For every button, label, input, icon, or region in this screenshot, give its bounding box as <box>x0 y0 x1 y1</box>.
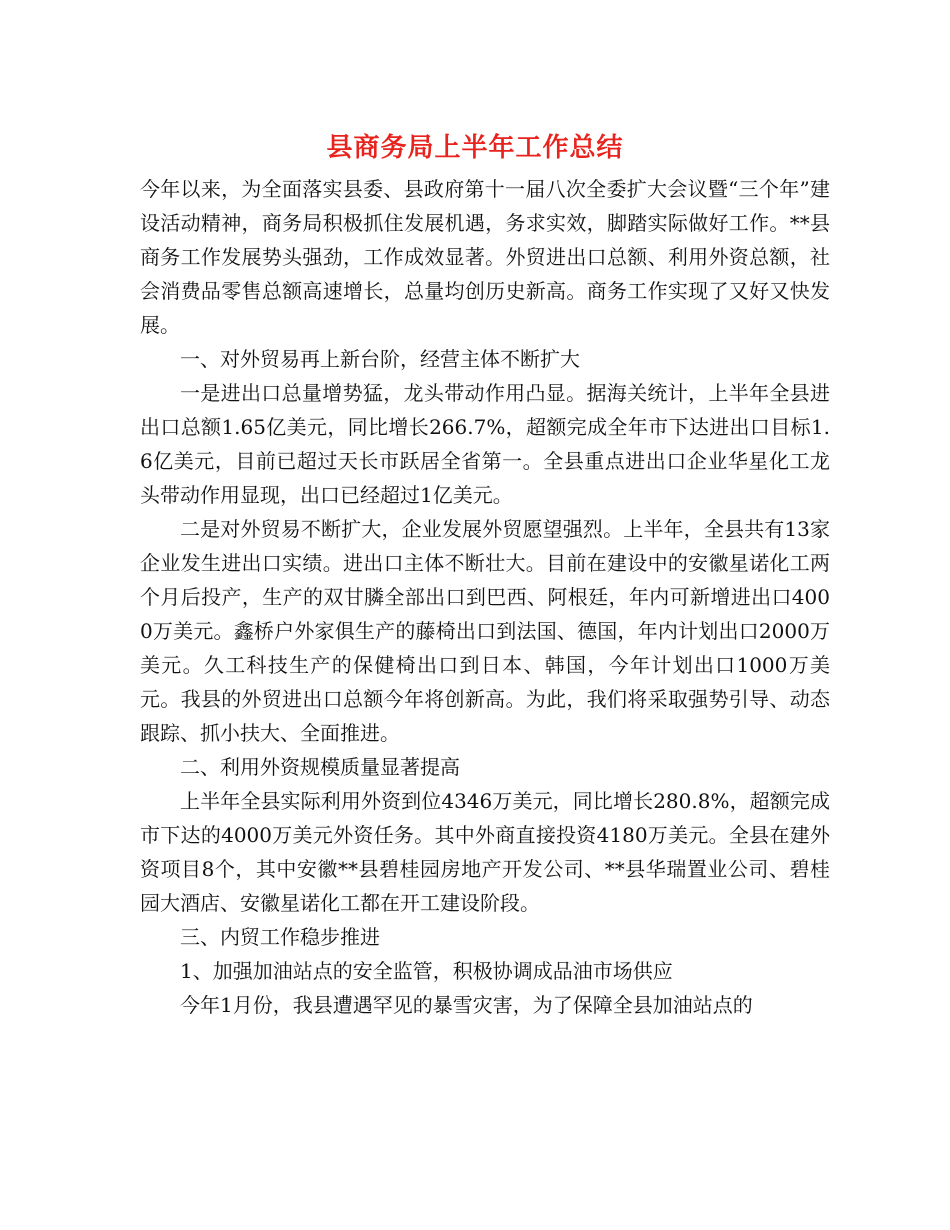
intro-paragraph: 今年以来，为全面落实县委、县政府第十一届八次全委扩大会议暨“三个年”建设活动精神，商务局积极抓住发展机遇，务求实效，脚踏实际做好工作。**县商务工作发展势头强劲，工作成效显著。外贸进出口总额、利用外资总额，社会消费品零售总额高速增长，总量均创历史新高。商务工作实现了又好又快发展。 <box>140 177 830 337</box>
document-body <box>140 172 830 1022</box>
paragraph-foreign-investment: 上半年全县实际利用外资到位4346万美元，同比增长280.8%，超额完成市下达的4000万美元外资任务。其中外商直接投资4180万美元。全县在建外资项目8个，其中安徽**县碧桂园房地产开发公司、**县华瑞置业公司、碧桂园大酒店、安徽星诺化工都在开工建设阶段。 <box>140 789 830 915</box>
paragraph-import-export-total: 一是进出口总量增势猛，龙头带动作用凸显。据海关统计，上半年全县进出口总额1.65亿美元，同比增长266.7%，超额完成全年市下达进出口目标1.6亿美元，目前已超过天长市跃居全省第一。全县重点进出口企业华星化工龙头带动作用显现，出口已经超过1亿美元。 <box>140 381 830 507</box>
section-heading-foreign-investment: 二、利用外资规模质量显著提高 <box>180 755 460 779</box>
document-title: 县商务局上半年工作总结 <box>326 133 624 163</box>
section-heading-foreign-trade: 一、对外贸易再上新台阶，经营主体不断扩大 <box>180 347 580 371</box>
section-heading-domestic-trade: 三、内贸工作稳步推进 <box>180 925 380 949</box>
subsection-heading-gas-stations: 1、加强加油站点的安全监管，积极协调成品油市场供应 <box>180 959 673 983</box>
paragraph-snow-disaster: 今年1月份，我县遭遇罕见的暴雪灾害，为了保障全县加油站点的 <box>180 993 753 1017</box>
paragraph-trade-expansion: 二是对外贸易不断扩大，企业发展外贸愿望强烈。上半年，全县共有13家企业发生进出口实绩。进出口主体不断壮大。目前在建设中的安徽星诺化工两个月后投产，生产的双甘膦全部出口到巴西、阿根廷，年内可新增进出口4000万美元。鑫桥户外家俱生产的藤椅出口到法国、德国，年内计划出口2000万美元。久工科技生产的保健椅出口到日本、韩国，今年计划出口1000万美元。我县的外贸进出口总额今年将创新高。为此，我们将采取强势引导、动态跟踪、抓小扶大、全面推进。 <box>140 517 830 745</box>
